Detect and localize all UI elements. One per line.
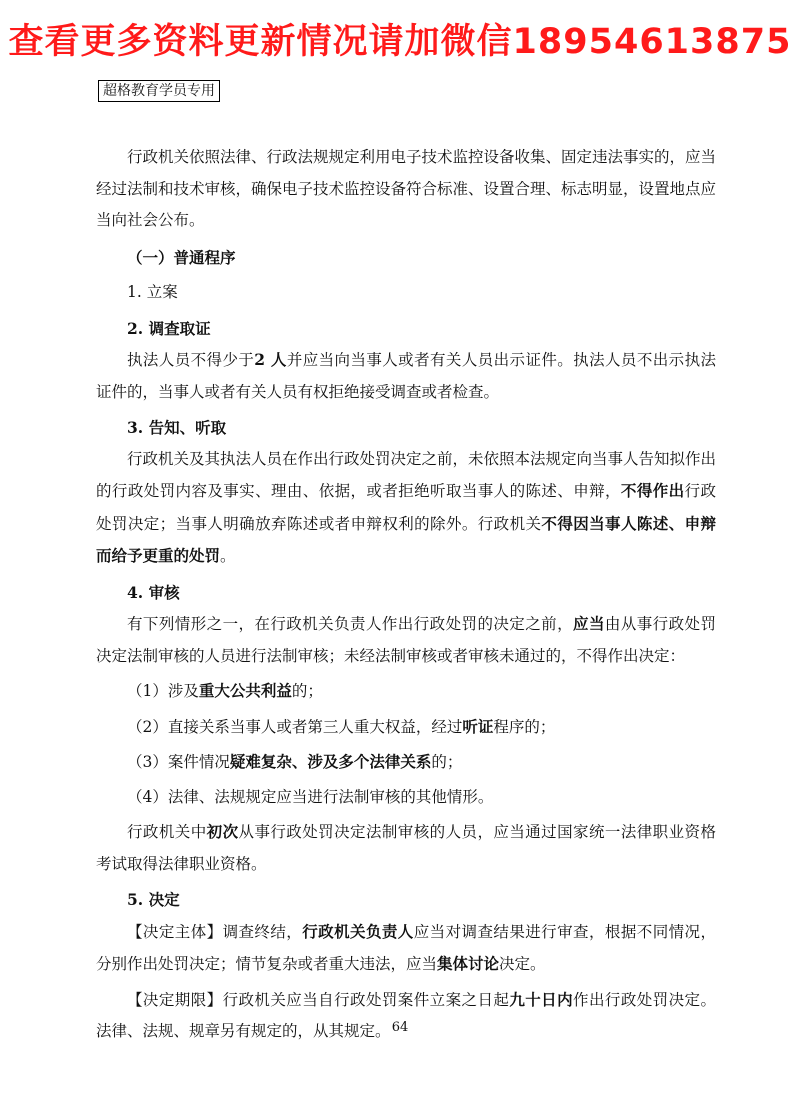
paragraph-4: 有下列情形之一，在行政机关负责人作出行政处罚的决定之前，应当由从事行政处罚决定法制审核的人员进行法制审核；未经法制审核或者审核未通过的，不得作出决定： bbox=[96, 614, 716, 665]
subsection-title-1: 1. 立案 bbox=[127, 283, 178, 301]
list-item-2: （2）直接关系当事人或者第三人重大权益，经过听证程序的； bbox=[127, 716, 556, 736]
section-heading: （一）普通程序 bbox=[127, 247, 236, 267]
paragraph-4b: 行政机关中初次从事行政处罚决定法制审核的人员，应当通过国家统一法律职业资格考试取得法律职业资格。 bbox=[96, 822, 716, 873]
list-item-1: （1）涉及重大公共利益的； bbox=[127, 681, 323, 700]
subsection-title-5: 5. 决定 bbox=[127, 890, 180, 909]
subsection-title-2: 2. 调查取证 bbox=[127, 318, 211, 338]
subsection-title-3: 3. 告知、听取 bbox=[127, 418, 227, 437]
intro-paragraph: 行政机关依照法律、行政法规规定利用电子技术监控设备收集、固定违法事实的，应当经过法制和技术审核，确保电子技术监控设备符合标准、设置合理、标志明显，设置地点应当向社会公布。 bbox=[96, 148, 717, 229]
paragraph-5b: 【决定期限】行政机关应当自行政处罚案件立案之日起九十日内作出行政处罚决定。法律、法规、规章另有规定的，从其规定。 bbox=[96, 989, 716, 1040]
page-content bbox=[96, 142, 716, 1048]
student-stamp: 超格教育学员专用 bbox=[98, 80, 220, 102]
paragraph-2: 执法人员不得少于2 人并应当向当事人或者有关人员出示证件。执法人员不出示执法证件的，当事人或者有关人员有权拒绝接受调查或者检查。 bbox=[96, 350, 716, 401]
list-item-4: （4）法律、法规规定应当进行法制审核的其他情形。 bbox=[127, 787, 494, 806]
page-number: 64 bbox=[391, 1020, 409, 1035]
watermark-banner: 查看更多资料更新情况请加微信18954613875 bbox=[8, 22, 792, 62]
subsection-title-4: 4. 审核 bbox=[127, 582, 180, 602]
paragraph-5a: 【决定主体】调查终结，行政机关负责人应当对调查结果进行审查，根据不同情况，分别作出处罚决定；情节复杂或者重大违法，应当集体讨论决定。 bbox=[96, 921, 716, 973]
list-item-3: （3）案件情况疑难复杂、涉及多个法律关系的； bbox=[127, 752, 463, 771]
paragraph-3: 行政机关及其执法人员在作出行政处罚决定之前，未依照本法规定向当事人告知拟作出的行政处罚内容及事实、理由、依据，或者拒绝听取当事人的陈述、申辩，不得作出行政处罚决定；当事人明确放弃陈述或者申辩权利的除外。行政机关不得因当事人陈述、申辩而给予更重的处罚。 bbox=[96, 449, 717, 565]
